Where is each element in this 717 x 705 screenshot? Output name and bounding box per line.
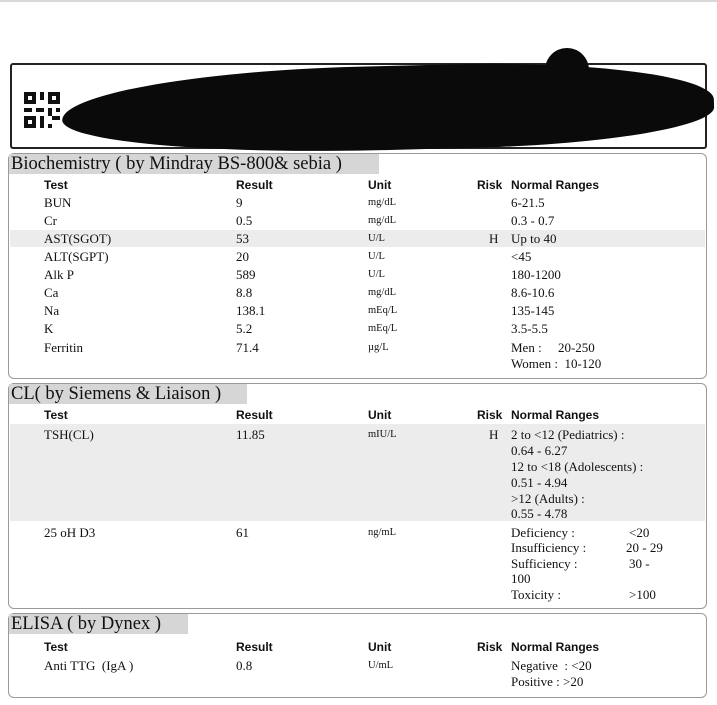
test-result: 589: [236, 267, 256, 282]
range-label: Toxicity :: [511, 587, 562, 602]
section-title: Biochemistry ( by Mindray BS-800& sebia ): [9, 154, 379, 174]
normal-range: 6-21.5: [511, 195, 545, 210]
biochemistry-section: [8, 153, 707, 379]
range-value: 20 - 29: [626, 540, 663, 555]
range-label: Sufficiency :: [511, 556, 578, 571]
test-unit: U/L: [368, 233, 385, 244]
test-unit: mg/dL: [368, 197, 396, 208]
normal-range: Positive : >20: [511, 674, 584, 689]
normal-range: 3.5-5.5: [511, 321, 548, 336]
test-unit: mEq/L: [368, 323, 398, 334]
test-result: 11.85: [236, 427, 265, 442]
test-name: K: [44, 321, 54, 336]
test-name: ALT(SGPT): [44, 249, 109, 264]
top-border: [0, 0, 717, 2]
section-title: CL( by Siemens & Liaison ): [9, 384, 247, 404]
normal-range: 12 to <18 (Adolescents) :: [511, 459, 644, 474]
col-header-result: Result: [236, 640, 273, 654]
test-result: 8.8: [236, 285, 253, 300]
normal-range: Men : 20-250: [511, 340, 595, 355]
range-value: 30 -: [629, 556, 650, 571]
test-name: 25 oH D3: [44, 525, 96, 540]
col-header-normal-ranges: Normal Ranges: [511, 408, 600, 422]
normal-range: Negative : <20: [511, 658, 592, 673]
test-unit: mIU/L: [368, 429, 397, 440]
col-header-risk: Risk: [477, 640, 503, 654]
col-header-result: Result: [236, 408, 273, 422]
normal-range: Up to 40: [511, 231, 557, 246]
test-result: 61: [236, 525, 249, 540]
normal-range: 0.51 - 4.94: [511, 475, 568, 490]
test-name: TSH(CL): [44, 427, 94, 442]
col-header-test: Test: [44, 640, 68, 654]
test-unit: ng/mL: [368, 527, 396, 538]
normal-range: Women : 10-120: [511, 356, 602, 371]
qr-code-icon: [24, 92, 60, 128]
range-label: Insufficiency :: [511, 540, 587, 555]
test-name: Alk P: [44, 267, 74, 282]
test-unit: µg/L: [368, 342, 389, 353]
section-title: ELISA ( by Dynex ): [9, 614, 188, 634]
test-unit: U/mL: [368, 660, 394, 671]
col-header-unit: Unit: [368, 178, 392, 192]
test-unit: U/L: [368, 251, 385, 262]
col-header-result: Result: [236, 178, 273, 192]
col-header-unit: Unit: [368, 640, 392, 654]
test-result: 0.8: [236, 658, 253, 673]
test-result: 138.1: [236, 303, 266, 318]
normal-range: 180-1200: [511, 267, 561, 282]
risk-flag: H: [489, 231, 499, 246]
test-name: BUN: [44, 195, 72, 210]
test-result: 53: [236, 231, 249, 246]
col-header-test: Test: [44, 178, 68, 192]
risk-flag: H: [489, 427, 499, 442]
normal-range: 0.55 - 4.78: [511, 506, 568, 521]
test-unit: mEq/L: [368, 305, 398, 316]
normal-range: 0.3 - 0.7: [511, 213, 555, 228]
test-unit: mg/dL: [368, 287, 396, 298]
test-name: Cr: [44, 213, 57, 228]
redaction-mark: [545, 48, 589, 92]
test-name: AST(SGOT): [44, 231, 112, 246]
normal-range: 2 to <12 (Pediatrics) :: [511, 427, 625, 442]
elisa-section: [8, 613, 707, 698]
test-result: 5.2: [236, 321, 253, 336]
col-header-risk: Risk: [477, 408, 503, 422]
test-name: Anti TTG (IgA ): [44, 658, 134, 673]
range-value: >100: [629, 587, 656, 602]
highlight-row: [10, 230, 705, 247]
test-name: Ca: [44, 285, 59, 300]
normal-range: 8.6-10.6: [511, 285, 555, 300]
range-label: Deficiency :: [511, 525, 575, 540]
col-header-risk: Risk: [477, 178, 503, 192]
test-name: Ferritin: [44, 340, 83, 355]
normal-range: 135-145: [511, 303, 555, 318]
test-name: Na: [44, 303, 60, 318]
test-unit: U/L: [368, 269, 385, 280]
cl-section: [8, 383, 707, 609]
normal-range: <45: [511, 249, 532, 264]
test-result: 20: [236, 249, 249, 264]
col-header-normal-ranges: Normal Ranges: [511, 640, 600, 654]
col-header-unit: Unit: [368, 408, 392, 422]
range-value: <20: [629, 525, 650, 540]
test-result: 0.5: [236, 213, 253, 228]
test-unit: mg/dL: [368, 215, 396, 226]
normal-range: >12 (Adults) :: [511, 491, 585, 506]
col-header-test: Test: [44, 408, 68, 422]
normal-range: 0.64 - 6.27: [511, 443, 568, 458]
col-header-normal-ranges: Normal Ranges: [511, 178, 600, 192]
test-result: 71.4: [236, 340, 259, 355]
test-result: 9: [236, 195, 243, 210]
range-label: 100: [511, 571, 531, 586]
